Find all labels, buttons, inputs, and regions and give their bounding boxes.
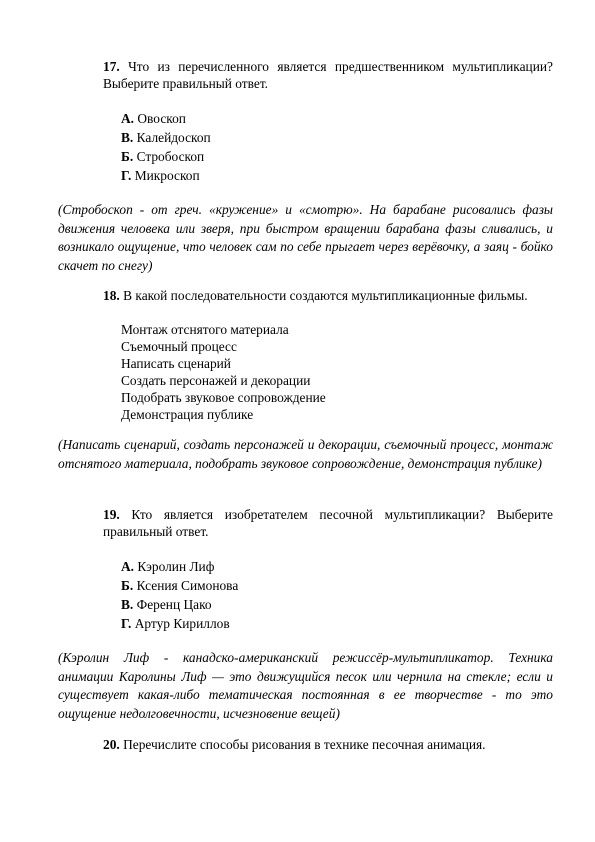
option-v: В. Калейдоскоп: [121, 130, 211, 145]
step-item: Демонстрация публике: [121, 407, 254, 422]
answer-19: (Кэролин Лиф - канадско-американский режиссёр-мультипликатор. Техника анимации Каролины Лиф — это движущийся песок или чернила на стекле; если и существует какая-либо тематическая постоянная в ее творчестве - то это ощущение недолговечности, исчезновение вещей): [58, 650, 553, 721]
step-item: Написать сценарий: [121, 356, 231, 371]
option-a: А. Кэролин Лиф: [121, 559, 215, 574]
answer-18: (Написать сценарий, создать персонажей и декорации, съемочный процесс, монтаж отснятого материала, подобрать звуковое сопровождение, демонстрация публике): [58, 437, 553, 471]
option-g: Г. Микроскоп: [121, 168, 200, 183]
question-18: [103, 287, 553, 304]
question-20: [103, 736, 553, 753]
question-number: 19.: [103, 507, 120, 522]
option-b: Б. Стробоскоп: [121, 149, 205, 164]
question-number: 20.: [103, 737, 120, 752]
step-item: Монтаж отснятого материала: [121, 322, 289, 337]
step-item: Подобрать звуковое сопровождение: [121, 390, 326, 405]
question-text: Кто является изобретателем песочной мультипликации? Выберите правильный ответ.: [103, 507, 553, 539]
answer-17: (Стробоскоп - от греч. «кружение» и «смотрю». На барабане рисовались фазы движения человека или зверя, при быстром вращении барабана фазы сливались, и возникало ощущение, что человек сам по себе прыгает через верёвочку, а заяц - бойко скачет по снегу): [58, 202, 553, 273]
step-item: Создать персонажей и декорации: [121, 373, 311, 388]
question-text: В какой последовательности создаются мультипликационные фильмы.: [123, 288, 528, 303]
option-b: Б. Ксения Симонова: [121, 578, 239, 593]
question-number: 17.: [103, 59, 120, 74]
question-text: Перечислите способы рисования в технике песочная анимация.: [123, 737, 486, 752]
option-a: А. Овоскоп: [121, 111, 186, 126]
question-17: [103, 58, 553, 92]
option-v: В. Ференц Цако: [121, 597, 212, 612]
question-19: [103, 506, 553, 540]
step-item: Съемочный процесс: [121, 339, 237, 354]
option-g: Г. Артур Кириллов: [121, 616, 230, 631]
question-text: Что из перечисленного является предшественником мультипликации? Выберите правильный ответ.: [103, 59, 553, 91]
question-number: 18.: [103, 288, 120, 303]
